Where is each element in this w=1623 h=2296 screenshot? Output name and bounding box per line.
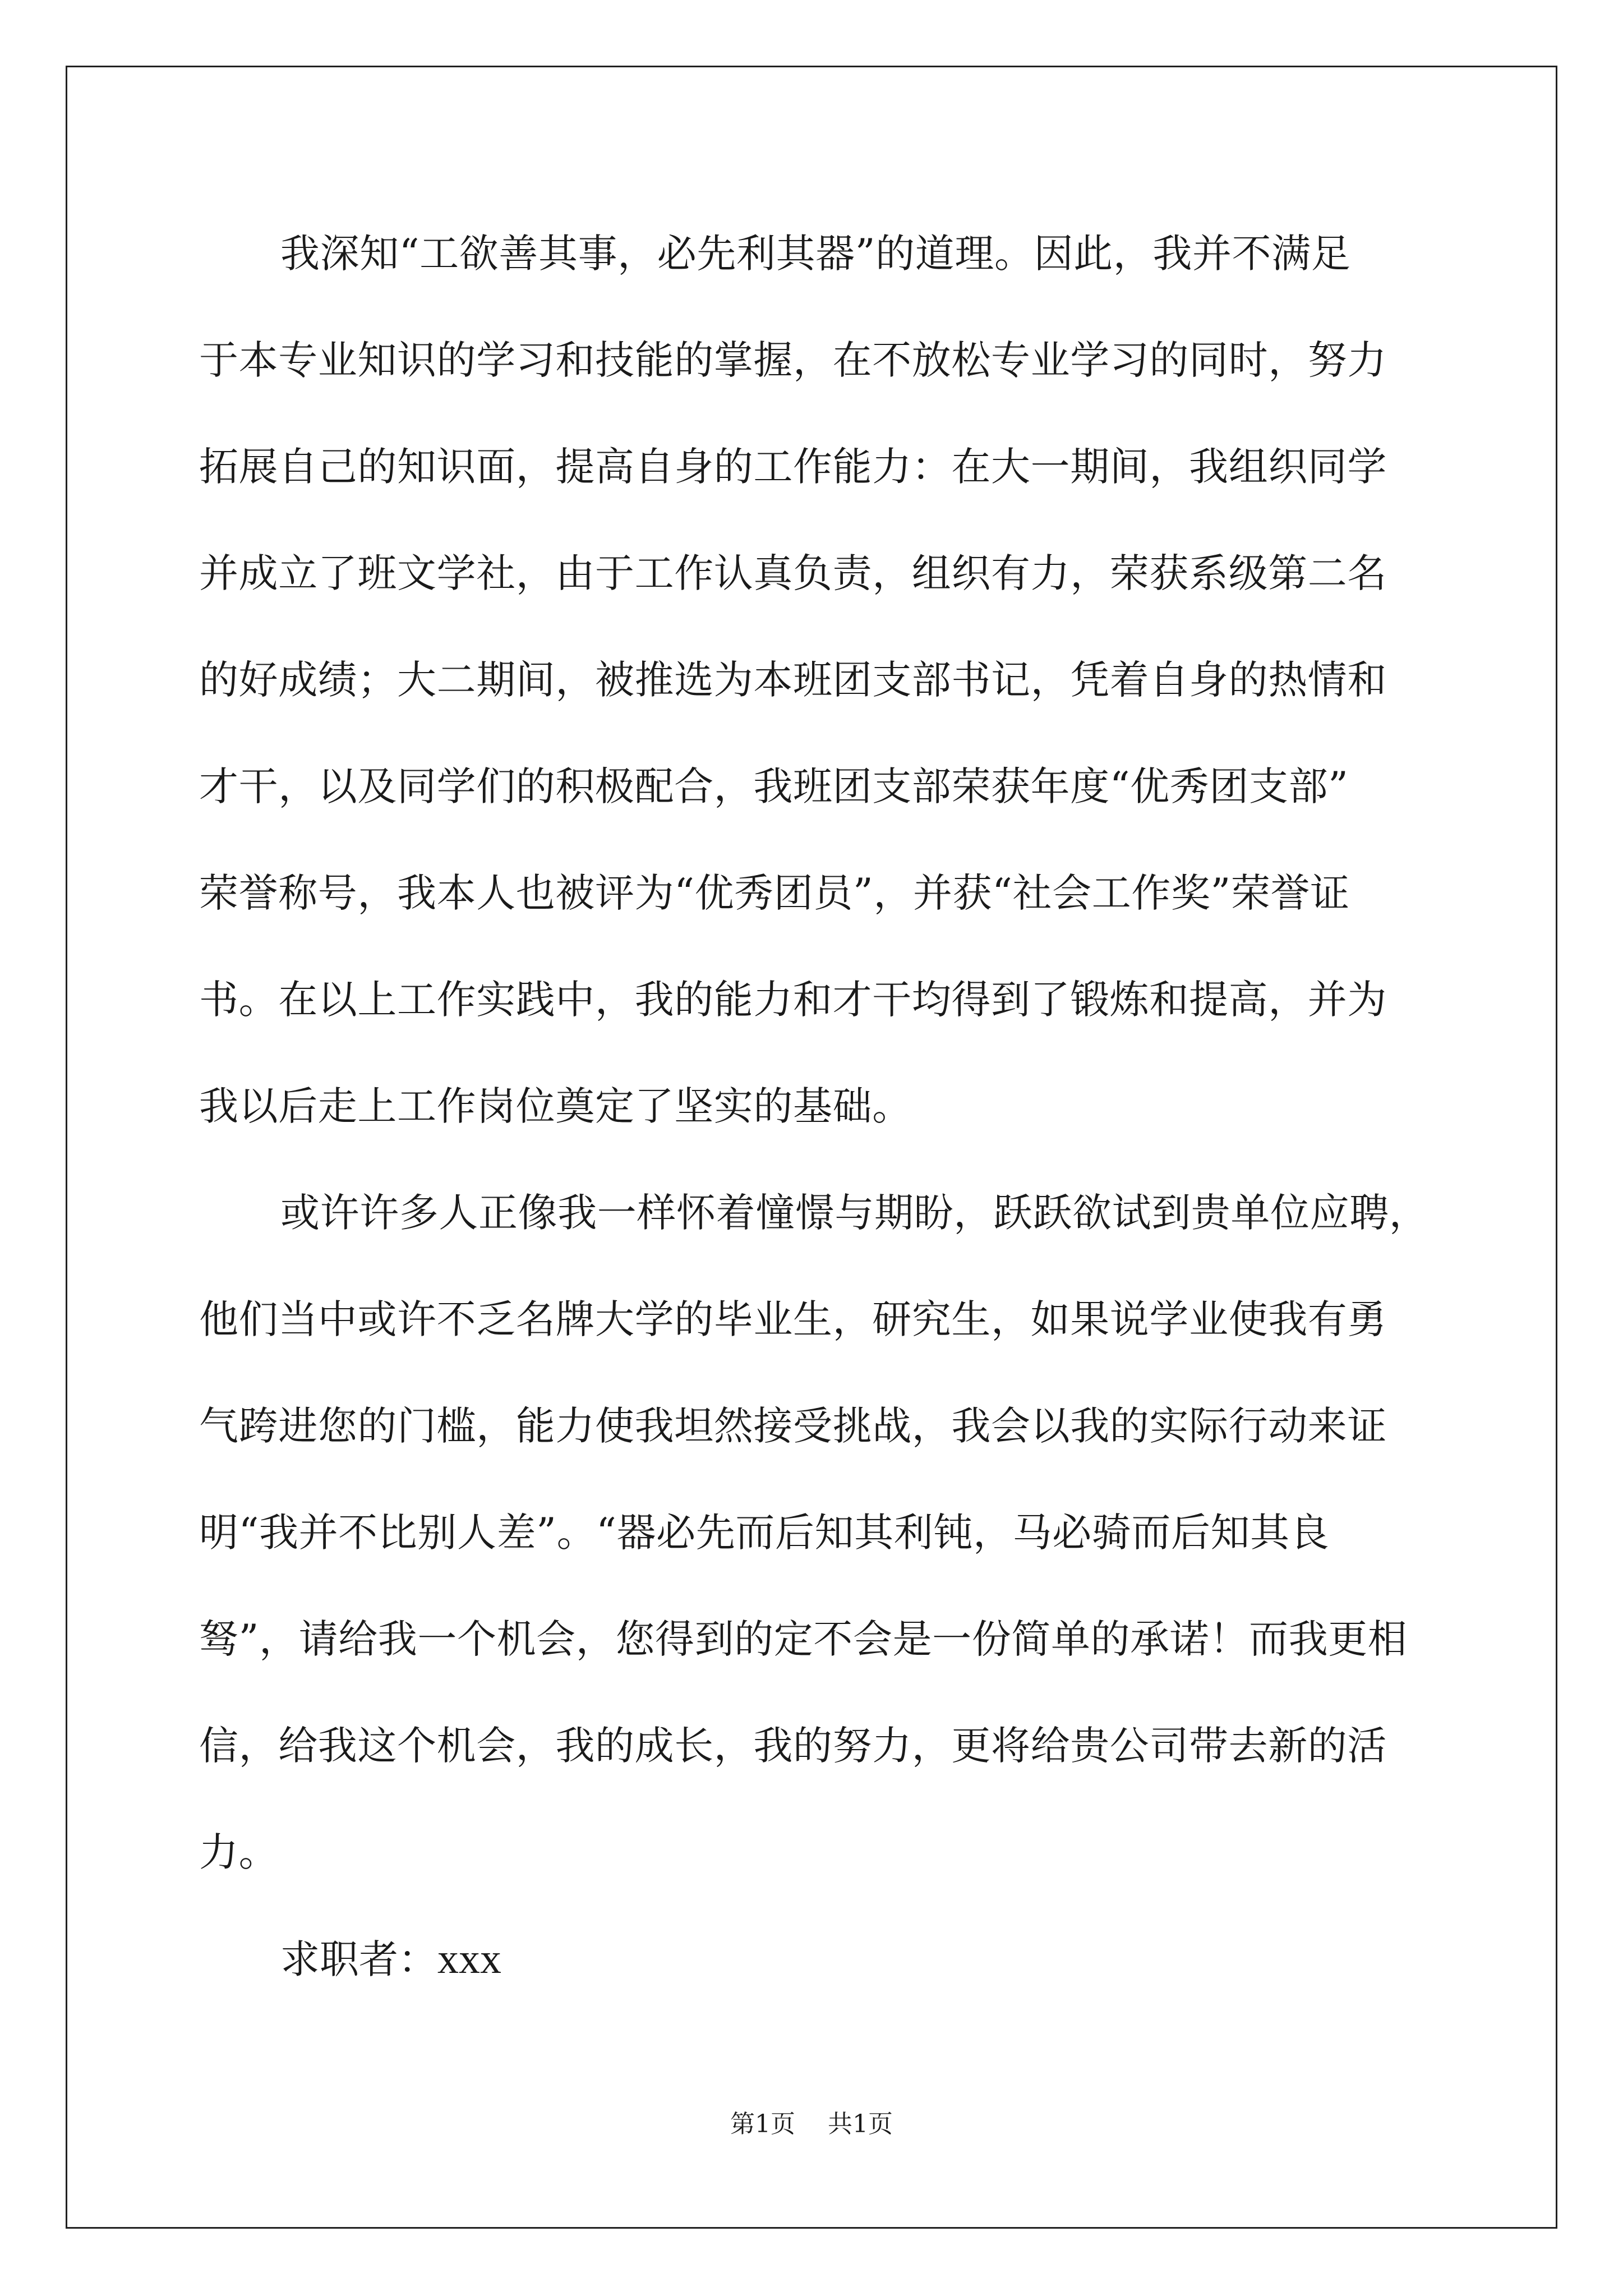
text-line: 并成立了班文学社，由于工作认真负责，组织有力，荣获系级第二名 xyxy=(199,550,1387,596)
text-line: 荣誉称号，我本人也被评为“优秀团员”，并获“社会工作奖”荣誉证 xyxy=(199,870,1350,916)
text-line: 力。 xyxy=(199,1829,279,1875)
text-line: 才干，以及同学们的积极配合，我班团支部荣获年度“优秀团支部” xyxy=(199,763,1349,809)
page-number: 第1页 xyxy=(730,2110,795,2138)
text-line: 或许许多人正像我一样怀着憧憬与期盼，跃跃欲试到贵单位应聘， xyxy=(280,1190,1429,1236)
text-line: 明“我并不比别人差”。“器必先而后知其利钝，马必骑而后知其良 xyxy=(199,1510,1330,1556)
page-footer xyxy=(0,2108,1623,2141)
text-line: 书。在以上工作实践中，我的能力和才干均得到了锻炼和提高，并为 xyxy=(199,977,1387,1023)
text-line: 于本专业知识的学习和技能的掌握，在不放松专业学习的同时，努力 xyxy=(199,337,1387,383)
signature xyxy=(280,1906,501,2013)
text-line: 他们当中或许不乏名牌大学的毕业生，研究生，如果说学业使我有勇 xyxy=(199,1296,1387,1342)
text-line: 的好成绩；大二期间，被推选为本班团支部书记，凭着自身的热情和 xyxy=(199,657,1387,703)
paragraph xyxy=(199,200,1433,1159)
text-line: 驽”，请给我一个机会，您得到的定不会是一份简单的承诺！而我更相 xyxy=(199,1616,1408,1662)
page-total: 共1页 xyxy=(828,2110,893,2138)
text-line: 我以后走上工作岗位奠定了坚实的基础。 xyxy=(199,1083,912,1129)
signature-name: xxx xyxy=(437,1935,501,1982)
signature-label: 求职者： xyxy=(280,1936,437,1982)
text-line: 气跨进您的门槛，能力使我坦然接受挑战，我会以我的实际行动来证 xyxy=(199,1403,1387,1449)
text-line: 信，给我这个机会，我的成长，我的努力，更将给贵公司带去新的活 xyxy=(199,1723,1387,1769)
paragraph xyxy=(199,1159,1433,1906)
letter-body xyxy=(199,200,1433,1906)
text-line: 我深知“工欲善其事，必先利其器”的道理。因此，我并不满足 xyxy=(280,231,1351,277)
text-line: 拓展自己的知识面，提高自身的工作能力：在大一期间，我组织同学 xyxy=(199,444,1387,490)
